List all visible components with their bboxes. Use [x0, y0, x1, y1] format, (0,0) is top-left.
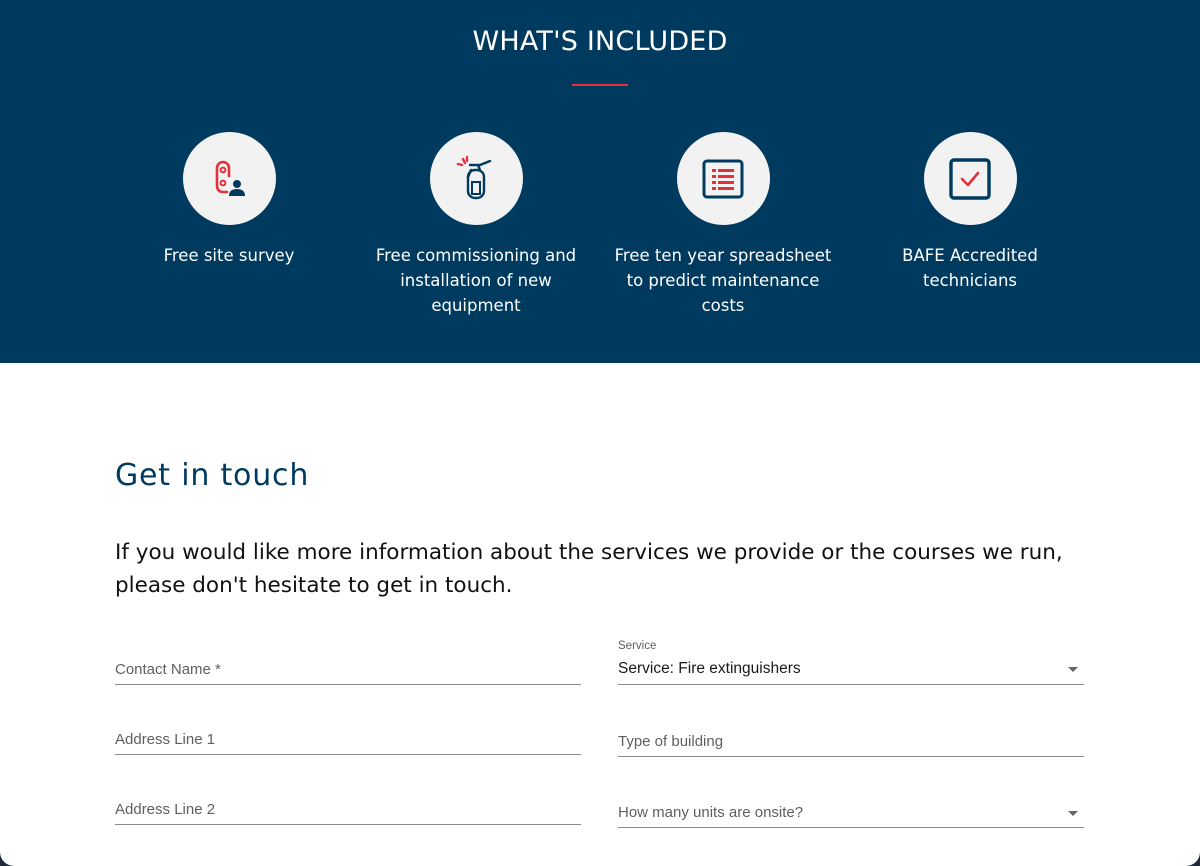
service-select[interactable] [618, 640, 1084, 685]
chevron-down-icon [1068, 667, 1078, 672]
feature-label: Free commissioning and installation of new equipment [375, 246, 577, 315]
feature-commissioning [361, 132, 591, 318]
title-divider [572, 84, 628, 86]
feature-icon-circle [183, 132, 276, 225]
section-title: WHAT'S INCLUDED [472, 26, 728, 57]
building-type-field[interactable] [618, 724, 1084, 757]
site-survey-icon [209, 159, 249, 199]
spreadsheet-list-icon [701, 158, 745, 200]
feature-label: Free ten year spreadsheet to predict maintenance costs [614, 246, 832, 315]
contact-title: Get in touch [115, 458, 310, 493]
contact-intro: If you would like more information about the services we provide or the courses we run, please don't hesitate to get in touch. [115, 540, 1063, 598]
feature-icon-circle [924, 132, 1017, 225]
chevron-down-icon [1068, 811, 1078, 816]
feature-label: Free site survey [163, 246, 295, 265]
contact-name-placeholder: Contact Name * [115, 661, 221, 678]
feature-spreadsheet [608, 132, 838, 318]
address-line-1-placeholder: Address Line 1 [115, 731, 216, 748]
address-line-1-field[interactable] [115, 722, 581, 755]
units-onsite-placeholder: How many units are onsite? [618, 804, 804, 821]
units-onsite-select[interactable] [618, 795, 1084, 828]
service-label: Service [618, 640, 657, 652]
feature-icon-circle [430, 132, 523, 225]
feature-bafe-accredited [855, 132, 1085, 293]
checkbox-check-icon [948, 157, 992, 201]
feature-icon-circle [677, 132, 770, 225]
feature-site-survey [114, 132, 344, 268]
building-type-placeholder: Type of building [618, 733, 724, 750]
contact-name-field[interactable] [115, 652, 581, 685]
whats-included-section [0, 0, 1200, 363]
feature-label: BAFE Accredited technicians [902, 246, 1038, 290]
service-value: Service: Fire extinguishers [618, 660, 801, 677]
address-line-2-field[interactable] [115, 792, 581, 825]
fire-extinguisher-icon [454, 155, 498, 203]
address-line-2-placeholder: Address Line 2 [115, 801, 216, 818]
